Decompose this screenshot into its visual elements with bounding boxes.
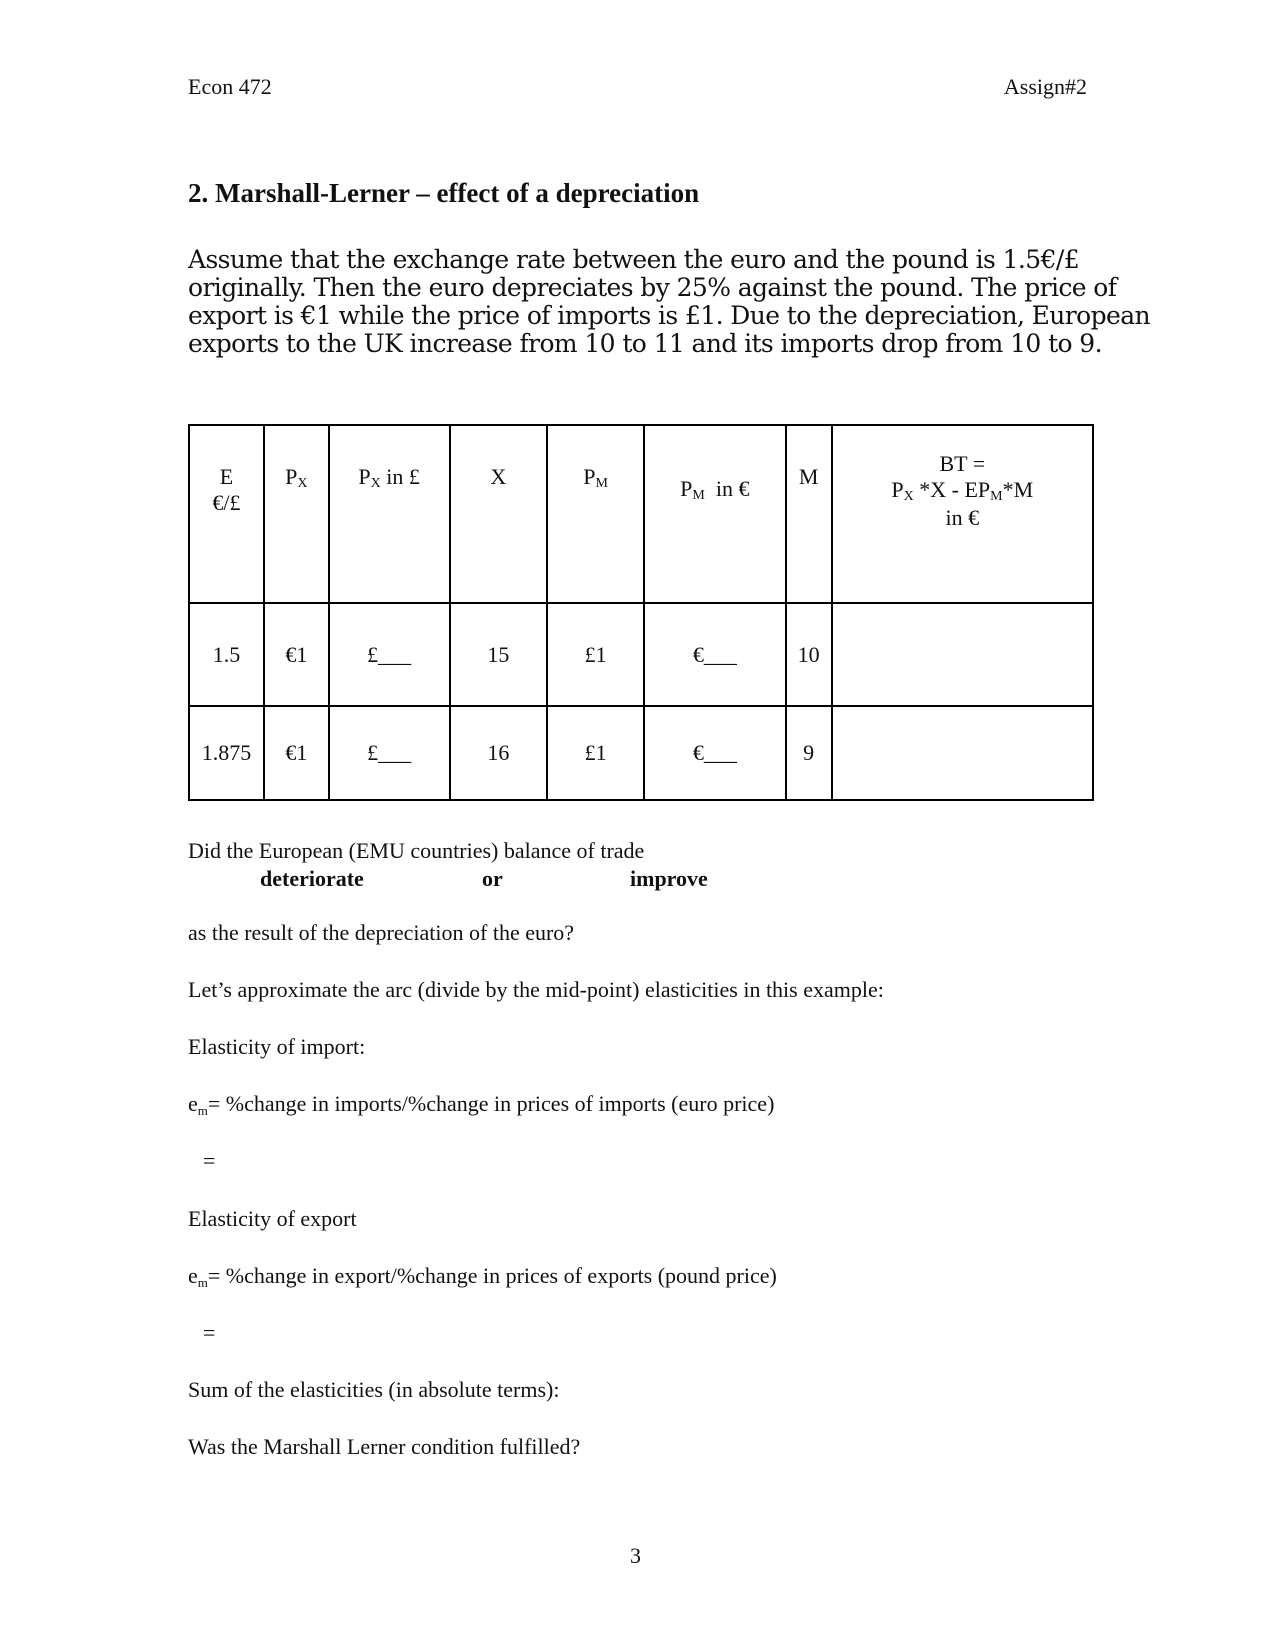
cell-e: 1.5 <box>189 603 264 706</box>
course-label: Econ 472 <box>188 74 272 99</box>
cell-px-pounds: £___ <box>329 603 450 706</box>
header-px-pounds: $P_X$ in £ <box>329 425 450 603</box>
cell-x: 15 <box>450 603 548 706</box>
header-pm-euros: $P_M$ in € <box>644 425 786 603</box>
cell-bt <box>832 706 1093 800</box>
header-px: $P_X$ <box>264 425 329 603</box>
sum-elasticities: Sum of the elasticities (in absolute terms): <box>188 1377 560 1402</box>
cell-pm: £1 <box>547 603 644 706</box>
table-row <box>189 706 1093 800</box>
export-elasticity-label: Elasticity of export <box>188 1206 357 1231</box>
choice-or: or <box>482 866 503 891</box>
cell-px-pounds: £___ <box>329 706 450 800</box>
header-balance-of-trade: BT = $P_X$ $*X - EP_M*M$ in € <box>832 425 1093 603</box>
cell-pm-euros: €___ <box>644 706 786 800</box>
header-exchange-rate: E €/£ <box>189 425 264 603</box>
section-title: 2. Marshall-Lerner – effect of a depreciation <box>188 178 700 208</box>
cell-bt <box>832 603 1093 706</box>
header-x: X <box>450 425 548 603</box>
marshall-lerner-question: Was the Marshall Lerner condition fulfilled? <box>188 1434 581 1459</box>
cell-m: 10 <box>786 603 832 706</box>
choice-deteriorate: deteriorate <box>260 866 364 891</box>
paragraph-line: export is €1 while the price of imports is £1. Due to the depreciation, European <box>188 301 1151 330</box>
trade-table <box>188 424 1094 801</box>
paragraph-line: originally. Then the euro depreciates by 25% against the pound. The price of <box>188 273 1117 302</box>
export-equals: = <box>203 1320 216 1345</box>
cell-m: 9 <box>786 706 832 800</box>
cell-pm-euros: €___ <box>644 603 786 706</box>
header-pm: $P_M$ <box>547 425 644 603</box>
table-row <box>189 603 1093 706</box>
table-header-row <box>189 425 1093 603</box>
paragraph-line: exports to the UK increase from 10 to 11 and its imports drop from 10 to 9. <box>188 329 1102 358</box>
import-elasticity-label: Elasticity of import: <box>188 1034 366 1059</box>
paragraph-line: Assume that the exchange rate between the euro and the pound is 1.5€/£ <box>188 245 1080 274</box>
header-m: M <box>786 425 832 603</box>
elasticity-intro: Let’s approximate the arc (divide by the mid-point) elasticities in this example: <box>188 977 884 1002</box>
cell-px: €1 <box>264 603 329 706</box>
page-number: 3 <box>630 1543 641 1568</box>
export-elasticity-formula: em= %change in export/%change in prices of exports (pound price) <box>188 1263 777 1290</box>
import-elasticity-formula: em= %change in imports/%change in prices of imports (euro price) <box>188 1091 775 1118</box>
cell-x: 16 <box>450 706 548 800</box>
cell-px: €1 <box>264 706 329 800</box>
cell-pm: £1 <box>547 706 644 800</box>
cell-e: 1.875 <box>189 706 264 800</box>
trade-question: Did the European (EMU countries) balance of trade <box>188 838 645 863</box>
assignment-label: Assign#2 <box>1003 74 1087 99</box>
import-equals: = <box>203 1148 216 1173</box>
choice-improve: improve <box>630 866 708 891</box>
trade-question-end: as the result of the depreciation of the euro? <box>188 920 575 945</box>
problem-paragraph <box>188 245 1151 358</box>
